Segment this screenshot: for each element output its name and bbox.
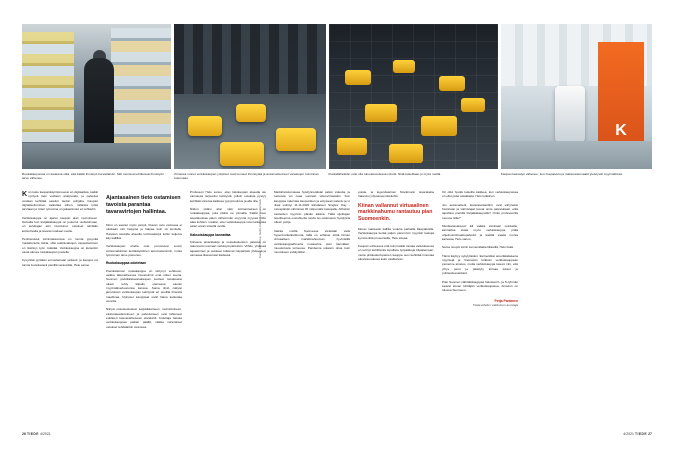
pull-quote: Ajantasainen tieto ostamisen tavoista parantaa tavaravirtojen hallintaa.	[106, 195, 181, 215]
paragraph: Vaikka meillä Suomessa vietetään vielä hypermarketkulttuuria, tällä on erilaiset ehtiä Kiinan virtuaalisen markkinahuoman hyvinteillä verkkokauppaihmenä mutaavina pian täsmällen, mieodotusta toimessa. Pandemia uikaisin oltua kuin muutoksen esitäydöksi.	[274, 228, 350, 255]
byline-name: Petja Partanen	[494, 298, 518, 303]
paragraph: Verkkokauppa on ajanut kaupan alan murrokseen. Samalla kun kivijalkakauppa on joutunut uudistumaan, on kuluttajan arki muuttunut: ostokset tehdään kotisohvalta ja tavarat tuodaan ovelle.	[22, 215, 98, 233]
paragraph: Pian Suomen vähittäiskauppaa haluavat K- ja S-ryhmän saavat kovan kirittäjän verkkokaupassa, Amazon on tulossa Suomeen.	[442, 279, 518, 293]
byline	[442, 299, 518, 307]
robot-icon	[236, 104, 266, 122]
paragraph: Markkinoistumassa hyödynnettävän palion videoita, ja tuoteista voi osaa suoraan videovirrastakin. Kun kauppias rakentaa kaupunkien ja erityisesti palvelu ja Li Jiaqi esiintyi 11.11.2020 kiinalaisen Singles' Day -ostospäivän striimissä 36 miljoonalle katsojalle. Alihelsin tuotteiden myynnin päivän aikana. Tällä sijoittajan tavoitteensa ostoshuolia tuoda iso-osamassa hyödynnä olleen pohja.	[274, 190, 350, 225]
paragraph: Jos automarketit, kesteistaratoittiin, ovat siirtyneksi historiaan ja valmistajat luovat omia palveluitaan, eikä tapahtuu pienillä kivijalkakaupoille? Onko professorilla neuvoa niille?	[442, 202, 518, 220]
subhead-kiina: Kiinan vallannut virtuaalinen markkinahumu rantautuu pian Suomeenkin.	[358, 202, 433, 222]
robot-icon	[337, 138, 367, 155]
page-number-left: 26	[22, 432, 26, 436]
paragraph: On ollut hyvää kokeilla kaikkea, kun verkkokaupoissa on ollut pidet asiakkaita, Helo tuikkinen.	[442, 190, 518, 199]
paragraph: Tämä käyttyy sykytyläiden. Esimerkiksi amerikkalaisena myyntejä ja Vietnamin kirkkoin verkkokauppaan pienenne ainetus, mutta verkkokauppa kasvoi niin, että yritys perui ja pääsiyty toimaa tukset ja puhtaudessankant.	[442, 253, 518, 276]
paragraph: Monet maksavat kalliita vuokria partiailla liikepaikoilla. Verkkokauppa kerää paljon paremmin myyntiin laskuja kymmenittä prosenteilla, Helo toteaa.	[358, 226, 434, 240]
store-floor	[501, 141, 652, 169]
spread-gutter	[337, 0, 338, 450]
photo-retail-store-robot	[501, 24, 652, 169]
paragraph: Perinteisissä toimintatavoissa on monta pysyvää madaltunutta tiskiä, sillä aukioloaikojen vapauttaminen on lisännyt työn määrää. Verkkokauppa on kuitenkin vasta alussa ruokakaupan puolella.	[22, 237, 98, 255]
caption-photo-4: Kaupan kassatyö vähenee, kun itsepalvelu ja maksuautomaatit yleistyvät myymälöissä.	[500, 172, 623, 176]
paragraph: Kysyntää pyritään ennustamaan tarkasti, ja kauppa voi toimia luotettavasti pienillä varastoilla, Helo sanoo.	[22, 258, 98, 267]
store-banner	[598, 42, 644, 146]
paragraph: poista, ja legendaarinen Stockmann tavarataloa hakeutui yritysaneuvotteluihin.	[358, 190, 434, 199]
text-column-6	[442, 190, 518, 420]
text-column-5	[358, 190, 434, 420]
paragraph: Niinpä ostoskeskukset ketjuliikkeineen, ravintoloineen, elokuvateattereineen ja palveluineen ovat lähteneet edelleen kasvavahteisesti standardi. Kuluttaja haluaa verkkokauppaa paikan päällä, vaikka varsinaiset ostokset tehdäänkin verkossa.	[106, 307, 182, 329]
text-column-1	[22, 190, 98, 420]
robot-icon	[421, 116, 457, 136]
shelf-right	[111, 28, 171, 150]
folio-right	[623, 432, 652, 436]
text-column-4	[274, 190, 350, 420]
robot-icon	[365, 104, 397, 122]
robot-icon	[220, 142, 264, 166]
warehouse-racks	[174, 24, 325, 94]
subhead-kaksoiskauppa: Kaksoiskauppa kannattaa	[190, 232, 231, 237]
paragraph: Kaupan suhteessa että toimi kaikki vastaa valistuksessa on tehnyt kehittämiä lopullisia työpaikkoja kilpailemaan, mutta pirkkoaluimpainen kauppa uusi kehittää innostaa tulevaisuudessa koko vaalitarvan.	[358, 243, 434, 261]
caption-photo-2: Kiinassa monet verkkokaupan yritykset ovat luoneet ihmistyötä ja automatisoineet varastojen toiminnan kokonaan.	[174, 172, 319, 181]
issue-left: 4/2021	[39, 432, 51, 436]
service-robot-icon	[555, 86, 585, 142]
photo-dark-warehouse-robot-fleet	[329, 24, 498, 169]
shelf-left	[22, 32, 74, 142]
subhead-ruokakauppa: Ruokakauppaa odotetaan	[106, 261, 147, 266]
paragraph: Niiden pitäisi alun näin kolmanneksen on ruokakauppaa, joka pitäisi ne pinnalla. Kaikki muu tavaraluottaa palon vähemmän enyynnä myyssä mittu alaa kohden. Lisäksi, ettei verkkokauppa voisi tarkastaa asian arvan toiseltä uvolla.	[190, 207, 266, 229]
robot-icon	[439, 76, 465, 91]
store-floor	[22, 143, 171, 169]
robot-icon	[461, 98, 485, 112]
photo-supermarket-aisle	[22, 24, 171, 169]
caption-photo-1: Ruokakaupoissa on kaukana siitä, että kaikki ihmistyö korvattaisiin. Silti monissa tehtävissä ihmistyön tarve vähenee.	[22, 172, 164, 181]
caption-photo-3: Ruokalähetikön ovat olla tulevaisuudessa robotti. Niitä kokeillaan jo myös meillä.	[328, 172, 442, 176]
paragraph: Moni on saanut myös pettyä. Ruoan osto verkossa ei olisikaan niin helppoa ja halpaa kuin oli kuviteltu. Harvaan asutulla alueella toimitusketjut kotiin kuljetus käy kalliiksi.	[106, 223, 182, 241]
robot-icon	[393, 60, 415, 73]
byline-role: Tiede-lehden vakituinen avustaja	[472, 302, 518, 307]
brand-left: TIEDE	[26, 432, 39, 436]
paragraph: Kun koko kaupankäyntiprosessi on digitaalista, kaikki syntyvä tieto voidaan analysoida, ja palvelua voidaan kehittää saadun tiedon pohjalta. Kaupan digitalisoituminen vaikuttaa siihen, millaista työtä tarvitaan ja miten työvoima on jakaantunut eri tehtäviin.	[22, 190, 98, 212]
paragraph: Monikanavaisuus! Eli vaikka toimitaan ostoksille, kannattaa avata myös verkkokauppa, pitää ohjelmointimaatiopalvelut ja käsillä saada monta kanavaa, Helo sanoo.	[442, 224, 518, 242]
page-number-right: 27	[648, 432, 652, 436]
folio-left	[22, 432, 51, 436]
paragraph: Professori Helo sanoo, ettei lukukaupan alueella ole olemassa tarpeeksi kehitystä, jolloin ostoksia pystyy kehittää sitoutua kaikissa pysyä kulutus ja alla olla.	[190, 190, 266, 203]
brand-right: TIEDE	[635, 432, 648, 436]
issue-right: 4/2021	[623, 432, 635, 436]
paragraph: Pienikatteinen ruokakauppa on siirtynyt verkkoon, vaikka alkuvaiheessa investoinnit ovat olleet suuria. Suomen päivittäistavarakaupan tuotteet toistaiseksi oikein tehty kilpailu olemassa olevan myymäläverkostonsa kanssa. Sama ilmiö näkyisi jarruttavan verkkokaupan kehitystä eri puolilla ilmeistä maailmaa. Nykyiset kauppiaat eivät halua keikuttaa venettä.	[106, 268, 182, 304]
paragraph: Verkkokaupan ohella ovat perustuvat suurin voittomarkkinan kertakäyttöinen automatisoinnin, mutta työvoiman tarve pienenee.	[106, 244, 182, 258]
photo-warehouse-yellow-robots	[174, 24, 325, 169]
text-column-3	[190, 190, 266, 420]
robot-icon	[389, 144, 423, 163]
paragraph: Sama nouprii toimii tuomestilakia liikkeillä, Helo lisää.	[442, 245, 514, 250]
person-body	[84, 58, 114, 150]
text-column-2	[106, 190, 182, 420]
robot-icon	[188, 116, 222, 136]
paragraph: Kiinassa tavarataloja ja ostoskeskusten palvelut on rakennettu suoraan verkkoympäristöön. Viihde, yhdessä tapaaminen ja ostokset kulkevat näppärästi yhdessä ja samassa tilassa käsi kädessä.	[190, 240, 266, 258]
robot-icon	[276, 128, 316, 151]
robot-icon	[345, 70, 371, 85]
photo-credit: Kuvat: Johnstone, Getty Images ja Shutterstock	[258, 198, 262, 258]
